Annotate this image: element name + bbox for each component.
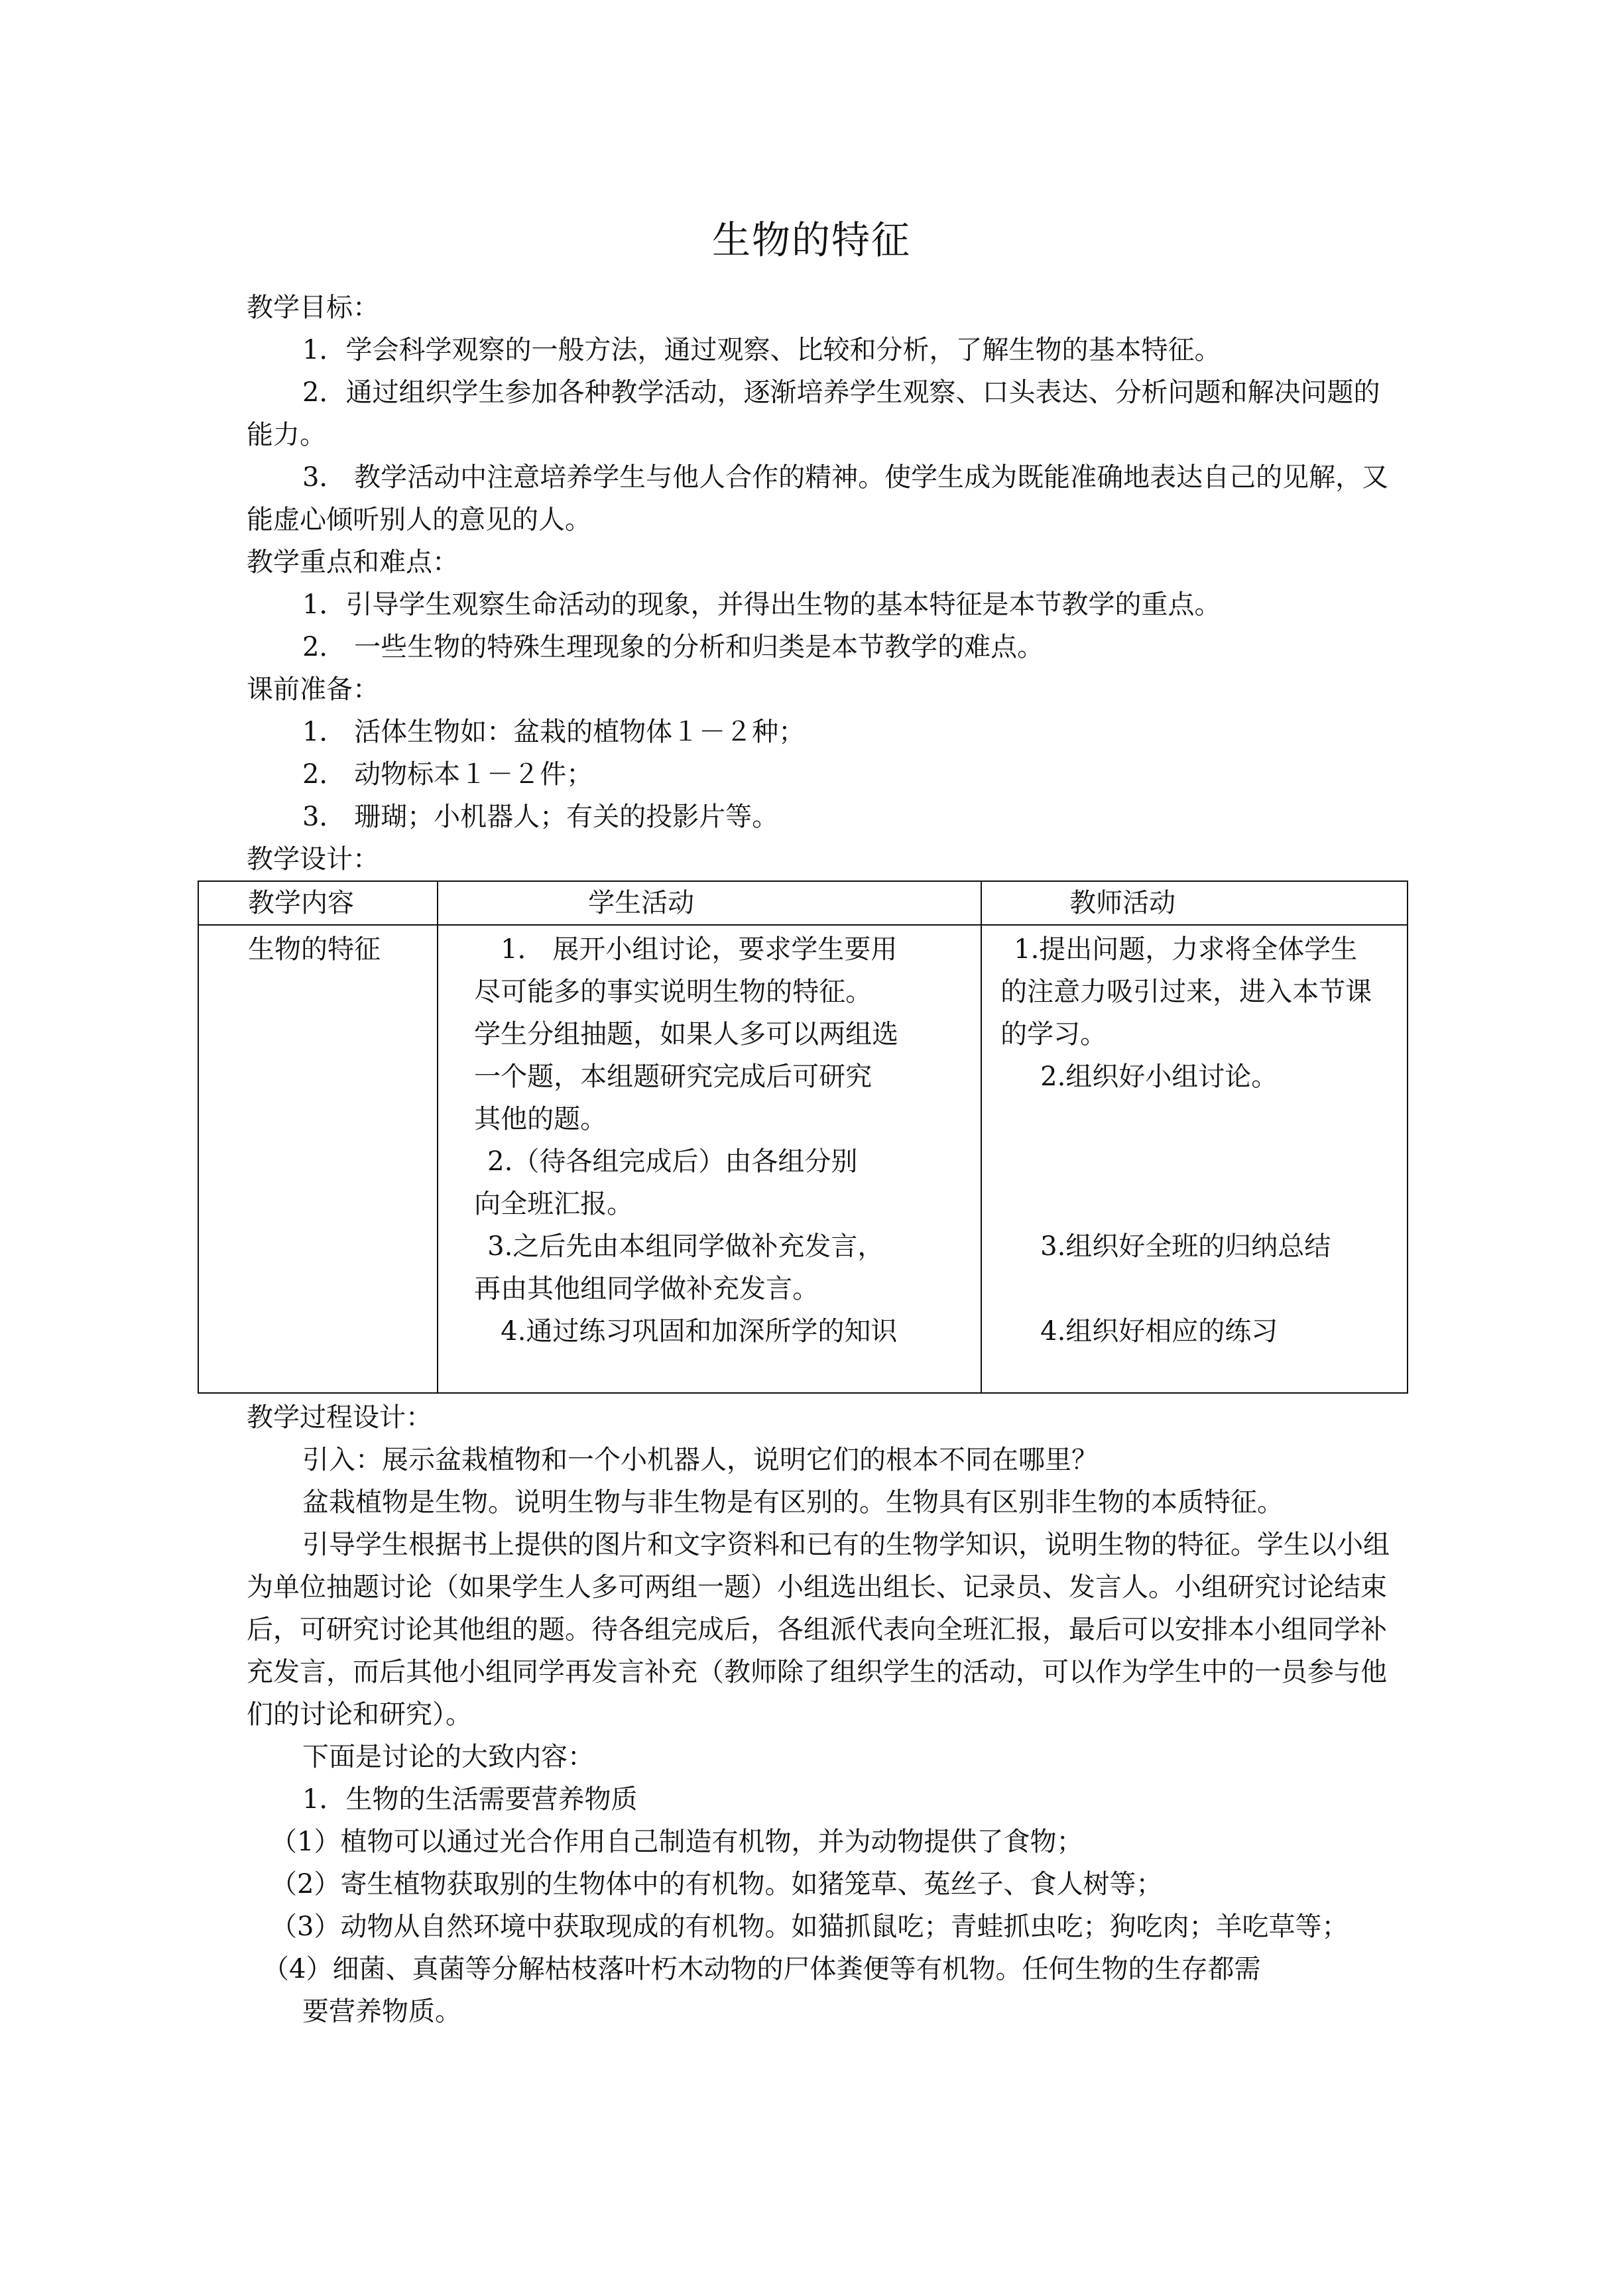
student-line: 其他的题。	[474, 1104, 607, 1134]
student-line: 一个题，本组题研究完成后可研究	[474, 1061, 872, 1092]
page-title: 生物的特征	[711, 217, 911, 263]
preparation-item: 1． 活体生物如：盆栽的植物体１－２种；	[302, 717, 806, 747]
process-sub-item: （3）动物从自然环境中获取现成的有机物。如猫抓鼠吃；青蛙抓虫吃；狗吃肉；羊吃草等；	[270, 1911, 1349, 1942]
process-paragraph: 下面是讨论的大致内容：	[302, 1742, 594, 1772]
objective-item: 3． 教学活动中注意培养学生与他人合作的精神。使学生成为既能准确地表达自己的见解，又能虚心倾听别人的意见的人。	[247, 462, 1389, 535]
process-sub-item: （2）寄生植物获取别的生物体中的有机物。如猪笼草、菟丝子、食人树等；	[270, 1869, 1163, 1900]
process-paragraph: 盆栽植物是生物。说明生物与非生物是有区别的。生物具有区别非生物的本质特征。	[302, 1487, 1284, 1518]
design-heading: 教学设计：	[247, 844, 379, 875]
objective-item: 2．通过组织学生参加各种教学活动，逐渐培养学生观察、口头表达、分析问题和解决问题的能力。	[247, 377, 1380, 450]
header-content: 教学内容	[198, 881, 438, 925]
teacher-line: 4.组织好相应的练习	[1040, 1316, 1278, 1347]
process-section	[247, 1396, 1394, 2033]
process-heading: 教学过程设计：	[247, 1402, 432, 1433]
cell-student-activities	[438, 925, 981, 1393]
key-point-item: 2． 一些生物的特殊生理现象的分析和归类是本节教学的难点。	[302, 632, 1044, 662]
preparation-item: 2． 动物标本１－２件；	[302, 759, 593, 790]
process-paragraph: 引入：展示盆栽植物和一个小机器人，说明它们的根本不同在哪里？	[302, 1445, 1098, 1475]
student-line: 3.之后先由本组同学做补充发言，	[487, 1231, 884, 1262]
preparation-item: 3． 珊瑚；小机器人；有关的投影片等。	[302, 802, 779, 832]
student-line: 尽可能多的事实说明生物的特征。	[474, 977, 872, 1007]
table-row	[198, 925, 1408, 1393]
process-paragraph: 引导学生根据书上提供的图片和文字资料和已有的生物学知识，说明生物的特征。学生以小组为单位抽题讨论（如果学生人多可两组一题）小组选出组长、记录员、发言人。小组研究讨论结束后，可研究讨论其他组的题。待各组完成后，各组派代表向全班汇报，最后可以安排本小组同学补充发言，而后其他小组同学再发言补充（教师除了组织学生的活动，可以作为学生中的一员参与他们的讨论和研究）。	[247, 1530, 1390, 1730]
key-points-heading: 教学重点和难点：	[247, 547, 459, 577]
student-line: 向全班汇报。	[474, 1189, 634, 1219]
teacher-line: 的注意力吸引过来，进入本节课	[1000, 977, 1372, 1007]
objective-item: 1．学会科学观察的一般方法，通过观察、比较和分析，了解生物的基本特征。	[302, 335, 1221, 365]
header-student: 学生活动	[438, 881, 981, 925]
student-line: 再由其他组同学做补充发言。	[474, 1274, 819, 1304]
preparation-heading: 课前准备：	[247, 674, 379, 705]
student-line: 2.（待各组完成后）由各组分别	[487, 1146, 858, 1177]
process-sub-item: （1）植物可以通过光合作用自己制造有机物，并为动物提供了食物；	[270, 1827, 1083, 1857]
lesson-intro	[247, 286, 1394, 880]
teacher-line: 2.组织好小组讨论。	[1040, 1061, 1278, 1092]
process-sub-item: （4）细菌、真菌等分解枯枝落叶朽木动物的尸体粪便等有机物。任何生物的生存都需	[263, 1954, 1261, 1984]
process-subheading: 1．生物的生活需要营养物质	[302, 1784, 638, 1815]
cell-content: 生物的特征	[198, 925, 438, 1393]
teacher-line: 3.组织好全班的归纳总结	[1040, 1231, 1331, 1262]
teacher-line: 的学习。	[1000, 1019, 1107, 1050]
student-line: 4.通过练习巩固和加深所学的知识	[501, 1316, 898, 1347]
objectives-heading: 教学目标：	[247, 292, 379, 323]
design-table	[198, 880, 1408, 1394]
table-header-row	[198, 881, 1408, 925]
cell-teacher-activities	[981, 925, 1408, 1393]
key-point-item: 1．引导学生观察生命活动的现象，并得出生物的基本特征是本节教学的重点。	[302, 589, 1221, 620]
teacher-line: 1.提出问题，力求将全体学生	[1014, 934, 1358, 965]
student-line: 学生分组抽题，如果人多可以两组选	[474, 1019, 899, 1050]
process-tail: 要营养物质。	[302, 1996, 461, 2027]
student-line: 1． 展开小组讨论，要求学生要用	[501, 934, 898, 965]
header-teacher: 教师活动	[981, 881, 1408, 925]
